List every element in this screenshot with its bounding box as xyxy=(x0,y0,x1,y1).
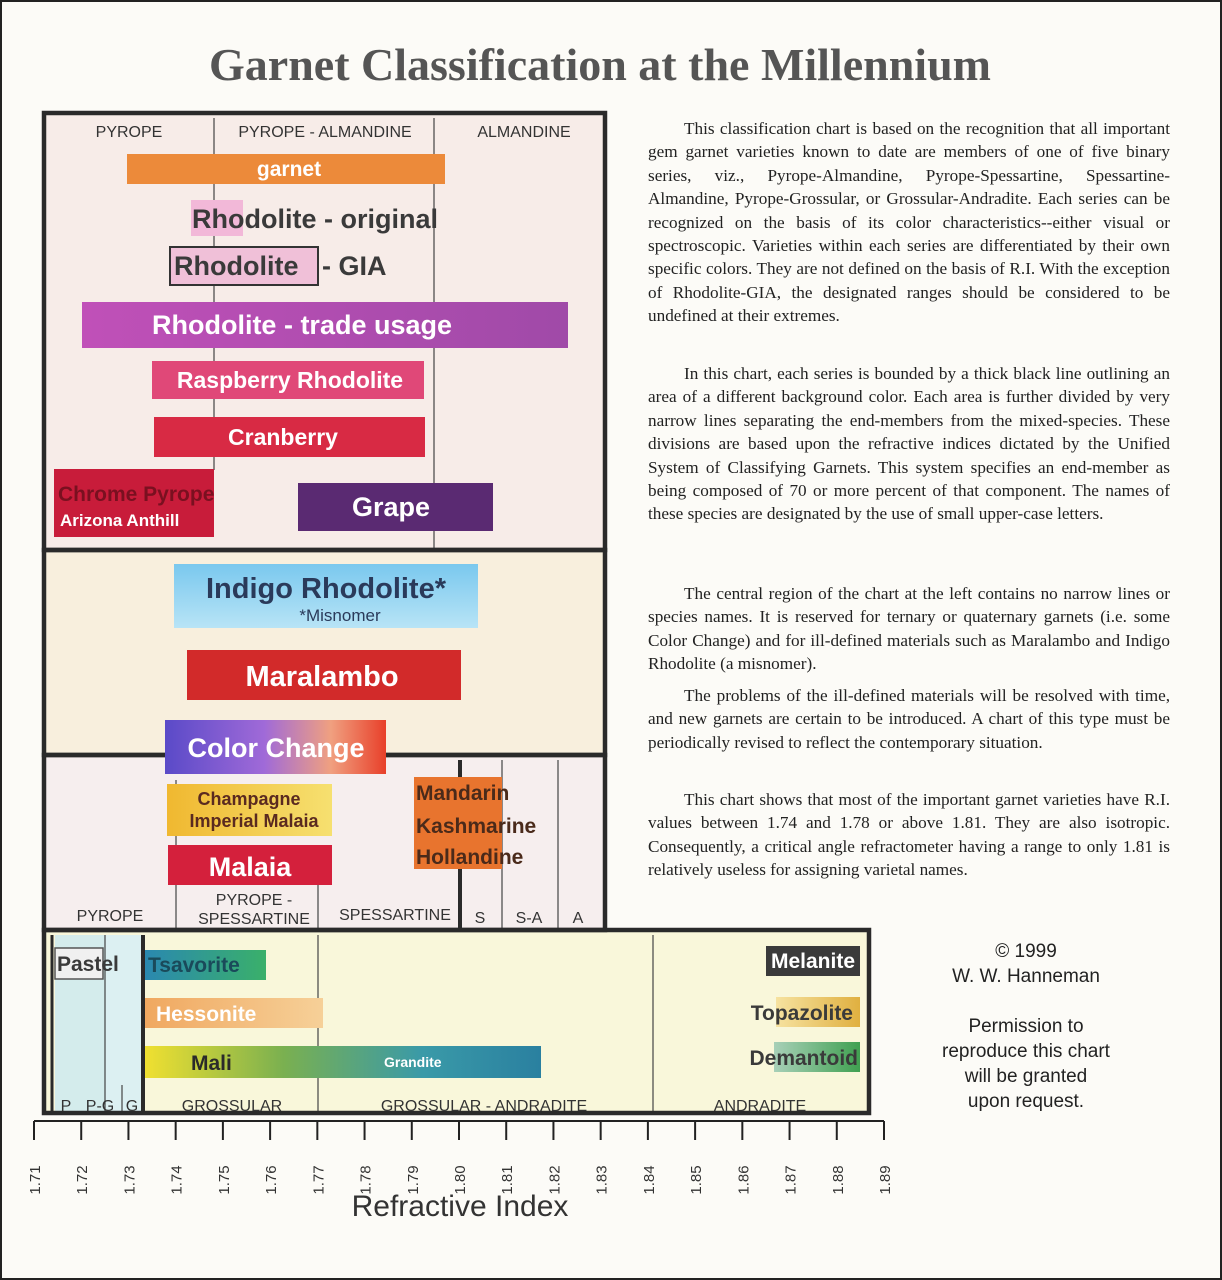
x-tick-label-13: 1.84 xyxy=(640,1165,658,1195)
label-p-g: P-G xyxy=(85,1098,115,1115)
x-tick-label-18: 1.89 xyxy=(877,1165,894,1195)
permission-line-4: upon request. xyxy=(967,1091,1085,1112)
label-andradite: ANDRADITE xyxy=(713,1098,807,1115)
bar-imperial-malaia-label: Imperial Malaia xyxy=(189,811,319,831)
bar-melanite-label: Melanite xyxy=(770,950,856,973)
x-axis-ticks xyxy=(27,1121,894,1195)
x-tick-label-3: 1.74 xyxy=(168,1165,186,1195)
label-pyrope-spessartine-l2: SPESSARTINE xyxy=(198,911,310,928)
bar-kashmarine-label: Kashmarine xyxy=(416,815,537,838)
bar-mali-label: Mali xyxy=(191,1052,232,1075)
x-tick-label-6: 1.77 xyxy=(310,1165,328,1195)
x-tick-label-11: 1.82 xyxy=(546,1165,564,1195)
label-spessartine: SPESSARTINE xyxy=(339,907,451,924)
bar-demantoid-label: Demantoid xyxy=(749,1047,858,1070)
bar-grandite-label: Grandite xyxy=(384,1054,442,1070)
x-tick-label-16: 1.87 xyxy=(782,1165,800,1195)
bar-indigo-rhodolite-label: Indigo Rhodolite* xyxy=(205,573,447,605)
label-a: A xyxy=(572,910,584,927)
bar-garnet-label: garnet xyxy=(256,158,322,181)
x-tick-label-12: 1.83 xyxy=(593,1165,611,1195)
copyright-block xyxy=(906,939,1146,989)
copyright-year: © 1999 xyxy=(995,941,1057,962)
label-almandine: ALMANDINE xyxy=(477,124,571,141)
x-tick-label-4: 1.75 xyxy=(215,1165,233,1195)
bar-maralambo-label: Maralambo xyxy=(245,661,399,693)
bar-tsavorite-label: Tsavorite xyxy=(148,954,240,977)
paragraph-1: This classification chart is based on the recognition that all important gem garnet varieties known to date are members of one of five binary series, viz., Pyrope-Almandine, Pyrope-Spessartine, Spessartine-Almandine, Pyrope-Grossular, or Grossular-Andradite. Each series can be recognized on the basis of its color characteristics--either visual or spectroscopic. Varieties within each series are differentiated by their own specific colors. They are not defined on the basis of R.I. With the exception of Rhodolite-GIA, the designated ranges should be considered to be undefined at their extremes. xyxy=(648,119,1170,326)
x-tick-label-7: 1.78 xyxy=(357,1165,375,1195)
bar-grape-label: Grape xyxy=(351,492,431,522)
paragraph-4: The problems of the ill-defined materials will be resolved with time, and new garnets are certain to be introduced. A chart of this type must be periodically revised to reflect the contemporary situation. xyxy=(648,686,1170,752)
x-tick-label-17: 1.88 xyxy=(829,1165,847,1195)
paragraph-2: In this chart, each series is bounded by a thick black line outlining an area of a different background color. Each area is further divided by very narrow lines separating the end-members from the mixed-species. These divisions are based upon the refractive indices dictated by the Unified System of Classifying Garnets. This system specifies an end-member as being composed of 70 or more percent of that component. The names of these species are designated by the use of small upper-case letters. xyxy=(648,364,1170,524)
bar-mandarin-label: Mandarin xyxy=(416,782,510,805)
bar-hessonite-label: Hessonite xyxy=(156,1003,257,1026)
label-pyrope-spessartine-l1: PYROPE - xyxy=(215,892,293,909)
x-tick-label-9: 1.80 xyxy=(452,1165,469,1195)
x-tick-label-15: 1.86 xyxy=(735,1165,753,1195)
label-pyrope-almandine: PYROPE - ALMANDINE xyxy=(238,124,412,141)
bar-rhodolite-gia-suffix: - GIA xyxy=(322,251,387,281)
region-pyrope-spessartine xyxy=(44,755,605,930)
bar-rhodolite-trade-label: Rhodolite - trade usage xyxy=(151,310,453,340)
permission-line-2: reproduce this chart xyxy=(942,1041,1110,1062)
bar-rhodolite-gia-label: Rhodolite xyxy=(174,251,299,281)
copyright-author: W. W. Hanneman xyxy=(952,966,1100,987)
permission-line-1: Permission to xyxy=(968,1016,1084,1037)
label-pyrope-ps: PYROPE xyxy=(76,908,144,925)
bar-rhodolite-original-label: Rhodolite - original xyxy=(192,204,438,234)
label-s: S xyxy=(474,910,486,927)
bar-hollandine-label: Hollandine xyxy=(416,846,524,869)
bar-malaia-label: Malaia xyxy=(208,852,292,882)
paragraph-3: The central region of the chart at the left contains no narrow lines or species names. It is reserved for ternary or quaternary garnets (i.e. some Color Change) and for ill-defined materials such as Maralambo and Indigo Rhodolite (a misnomer). xyxy=(648,584,1170,674)
bar-cranberry-label: Cranberry xyxy=(228,424,338,450)
x-tick-label-0: 1.71 xyxy=(27,1165,44,1195)
bar-arizona-anthill-label: Arizona Anthill xyxy=(60,511,180,530)
label-grossular: GROSSULAR xyxy=(181,1098,283,1115)
bar-raspberry-label: Raspberry Rhodolite xyxy=(176,367,404,393)
permission-line-3: will be granted xyxy=(964,1066,1088,1087)
x-tick-label-5: 1.76 xyxy=(263,1165,281,1195)
label-grossular-andradite: GROSSULAR - ANDRADITE xyxy=(380,1098,588,1115)
page-title: Garnet Classification at the Millennium xyxy=(209,39,991,90)
label-s-a: S-A xyxy=(515,910,543,927)
bar-topazolite-label: Topazolite xyxy=(750,1002,853,1025)
x-tick-label-2: 1.73 xyxy=(121,1165,139,1195)
x-tick-label-1: 1.72 xyxy=(74,1165,92,1195)
label-g: G xyxy=(125,1098,139,1115)
bar-color-change-label: Color Change xyxy=(187,733,365,763)
label-pyrope-top: PYROPE xyxy=(95,124,163,141)
x-tick-label-8: 1.79 xyxy=(404,1165,422,1195)
x-axis-title: Refractive Index xyxy=(351,1190,569,1223)
x-tick-label-10: 1.81 xyxy=(499,1165,517,1195)
bar-pastel-label: Pastel xyxy=(57,953,119,976)
label-p: P xyxy=(60,1098,72,1115)
permission-block xyxy=(906,1014,1146,1114)
bar-chrome-pyrope-label: Chrome Pyrope xyxy=(58,483,215,506)
bar-champagne-label: Champagne xyxy=(197,789,301,809)
paragraph-5: This chart shows that most of the important garnet varieties have R.I. values between 1.74 and 1.78 or above 1.81. They are also isotropic. Consequently, a critical angle refractometer having a range to only 1.81 is relatively useless for assigning varietal names. xyxy=(648,790,1170,880)
bar-indigo-note: *Misnomer xyxy=(299,606,381,625)
x-tick-label-14: 1.85 xyxy=(688,1165,706,1195)
